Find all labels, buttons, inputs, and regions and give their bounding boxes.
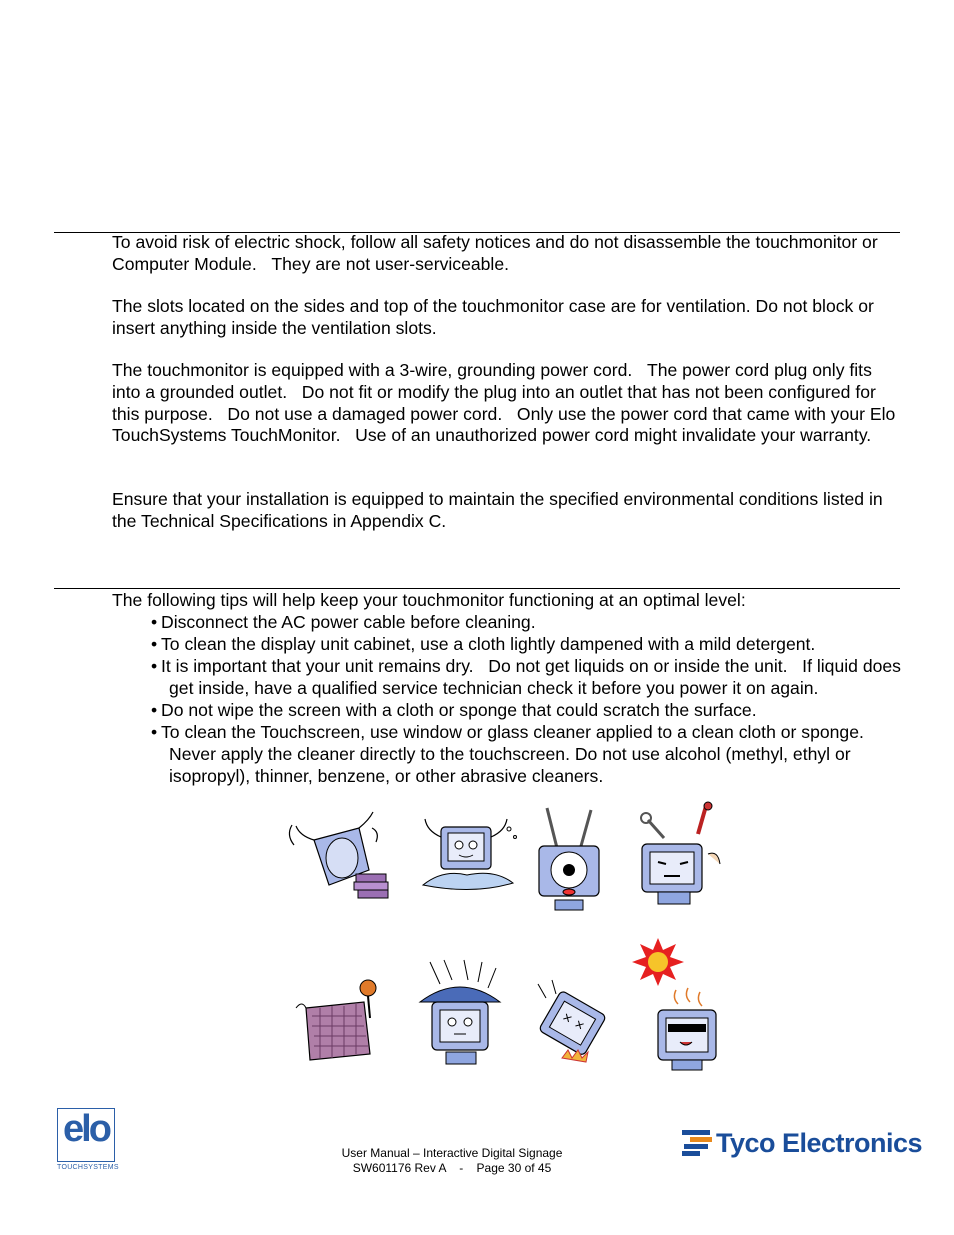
bullet: • <box>151 722 158 742</box>
monitor-dropped-cartoon <box>532 978 612 1070</box>
care-intro: The following tips will help keep your touchmonitor functioning at an optimal level: <box>112 590 746 610</box>
bullet: • <box>151 634 158 654</box>
monitor-on-books-cartoon <box>284 810 394 905</box>
safety-paragraph-3: The touchmonitor is equipped with a 3-wire, grounding power cord. The power cord plug only fits into a grounded outlet. Do not fit or modify the plug into an outlet that has not been configured for this purpose. Do not use a damaged power cord. Only use the power cord that came with your Elo TouchSystems TouchMonitor. Use of an unauthorized power cord might invalidate your warranty. <box>112 360 896 446</box>
monitor-in-water-cartoon <box>413 815 523 895</box>
footer-page-info: SW601176 Rev A - Page 30 of 45 <box>352 1161 552 1175</box>
safety-paragraph-4: Ensure that your installation is equipped to maintain the specified environmental conditions listed in the Technical Specifications in Appendix C. <box>112 489 883 531</box>
monitor-paperclip-cartoon <box>525 806 615 914</box>
care-section <box>112 589 902 787</box>
elo-logo <box>57 1108 117 1176</box>
tyco-electronics-logo <box>680 1122 923 1172</box>
list-item: • To clean the Touchscreen, use window or glass cleaner applied to a clean cloth or sponge. Never apply the cleaner directly to the touchscreen. Do not use alcohol (methyl, ethyl or isopropyl), thinner, benzene, or other abrasive cleaners. <box>151 722 864 786</box>
footer-manual-title: User Manual – Interactive Digital Signage <box>341 1146 563 1160</box>
list-item: • It is important that your unit remains dry. Do not get liquids on or inside the unit. If liquid does get inside, have a qualified service technician check it before you power it on again. <box>151 656 901 698</box>
elo-logo-sub: TOUCHSYSTEMS <box>57 1164 119 1171</box>
safety-paragraph-1: To avoid risk of electric shock, follow all safety notices and do not disassemble the touchmonitor or Computer Module. They are not user-serviceable. <box>112 232 878 274</box>
footer-text <box>302 1146 602 1176</box>
tyco-mark-icon <box>680 1128 714 1160</box>
bullet: • <box>151 656 158 676</box>
monitor-with-tools-cartoon <box>628 800 728 908</box>
list-item: • Disconnect the AC power cable before cleaning. <box>151 612 536 632</box>
care-tips-list <box>112 611 902 787</box>
list-item: • Do not wipe the screen with a cloth or sponge that could scratch the surface. <box>151 700 757 720</box>
tyco-logo-text: Tyco Electronics <box>716 1128 923 1158</box>
monitor-in-rain-cartoon <box>410 958 510 1070</box>
monitor-covered-cartoon <box>290 968 390 1068</box>
bullet: • <box>151 700 158 720</box>
monitor-in-sun-cartoon <box>632 938 732 1074</box>
safety-paragraph-2: The slots located on the sides and top of the touchmonitor case are for ventilation. Do not block or insert anything inside the ventilation slots. <box>112 296 874 338</box>
list-item: • To clean the display unit cabinet, use a cloth lightly dampened with a mild detergent. <box>151 634 816 654</box>
elo-logo-text: elo <box>63 1108 109 1150</box>
bullet: • <box>151 612 158 632</box>
